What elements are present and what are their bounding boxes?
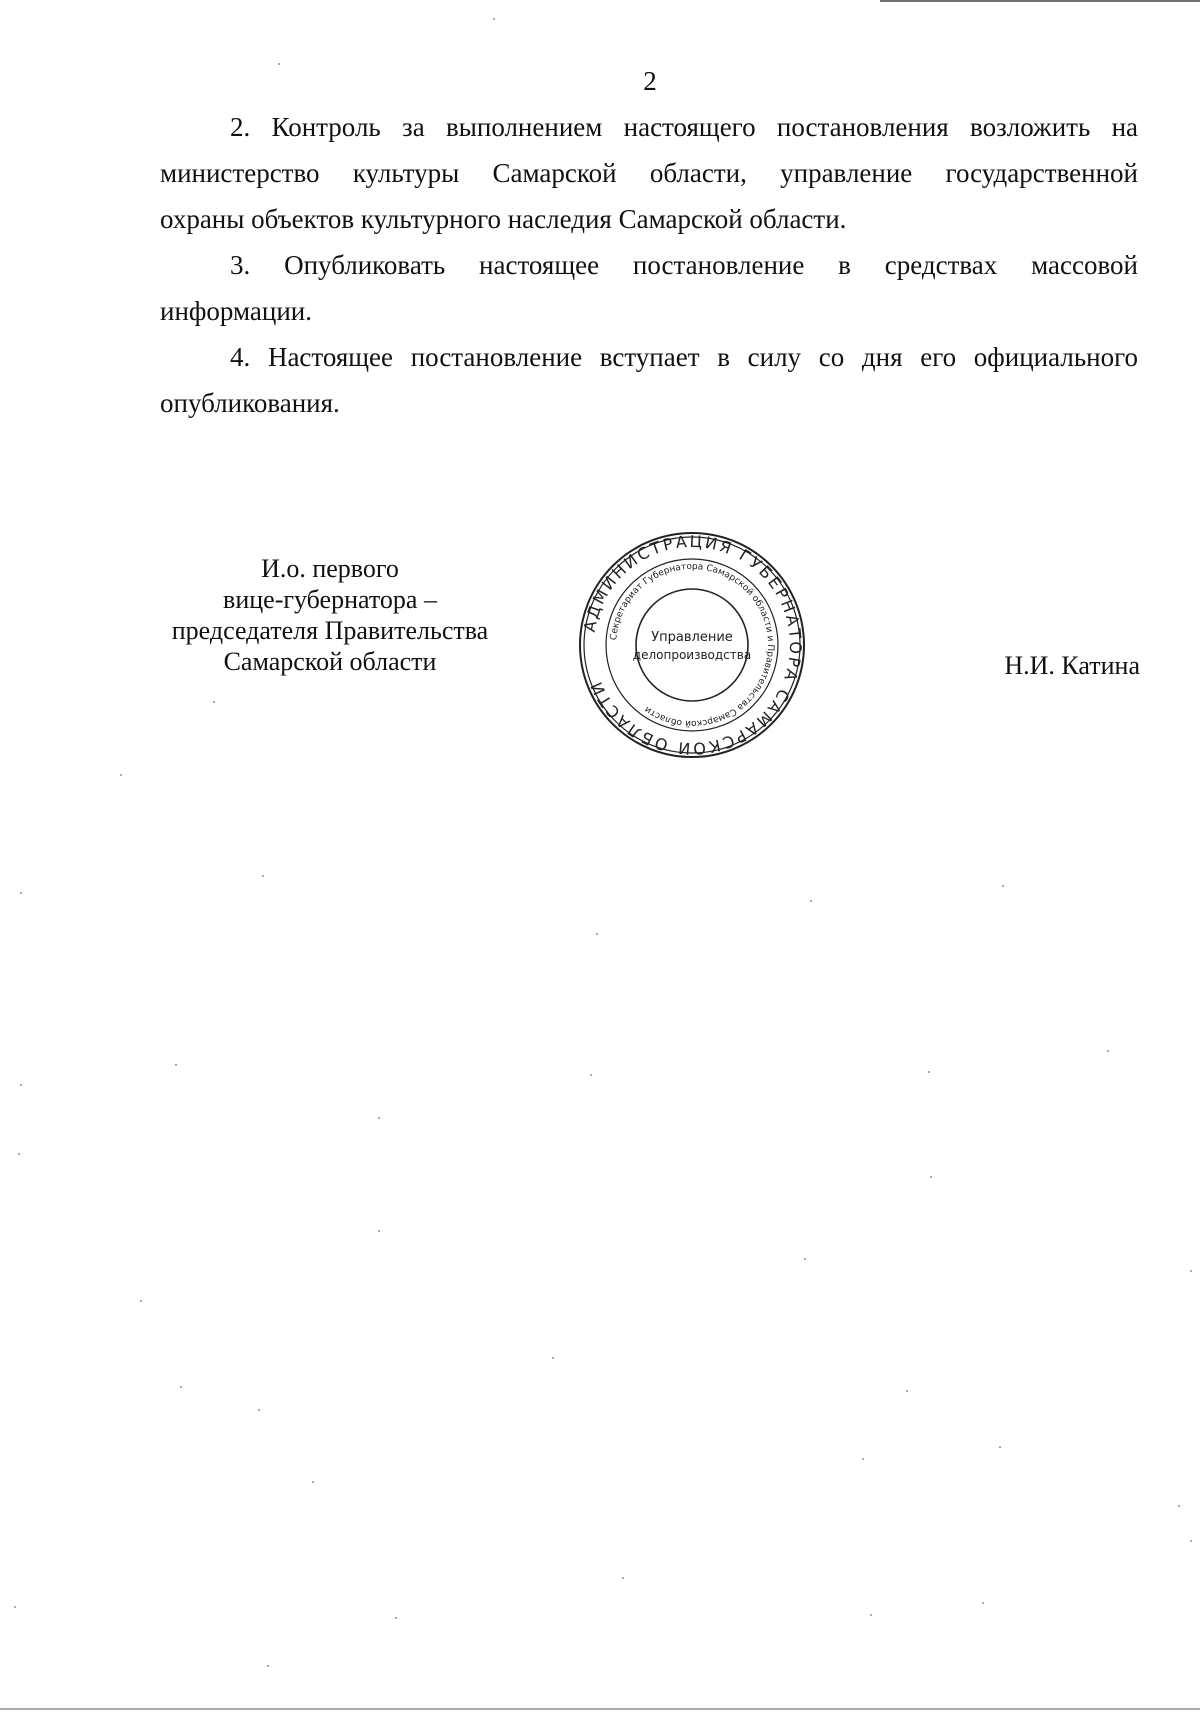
seal-center-line2: делопроизводства (632, 648, 752, 662)
speck (1178, 1505, 1180, 1507)
seal-outer-text: АДМИНИСТРАЦИЯ ГУБЕРНАТОРА САМАРСКОЙ ОБЛАСТИ (579, 531, 806, 759)
paragraph-control (160, 104, 1138, 196)
speck (1002, 885, 1004, 887)
speck (622, 1577, 624, 1579)
speck (20, 892, 22, 894)
speck (18, 1153, 20, 1155)
position-line: вице-губернатора – (223, 585, 437, 614)
seal-middle-text: Секретариат Губернатора Самарской области и Правительства Самарской области (609, 561, 776, 729)
page-number: 2 (643, 66, 657, 96)
scan-edge-top (880, 0, 1200, 2)
speck (378, 1117, 380, 1119)
speck (267, 1665, 269, 1667)
speck (1190, 1540, 1192, 1542)
speck (999, 1446, 1001, 1448)
text-line: 2. Контроль за выполнением настоящего постановления возложить на (230, 112, 1138, 142)
paragraph-publish (160, 242, 1138, 288)
seal-center-line1: Управление (651, 630, 733, 645)
speck (1107, 1050, 1109, 1052)
text-line: 4. Настоящее постановление вступает в силу со дня его официального (230, 342, 1138, 372)
speck (175, 1064, 177, 1066)
speck (590, 1074, 592, 1076)
speck (180, 1386, 182, 1388)
text-line: министерство культуры Самарской области, управление государственной (160, 158, 1138, 188)
speck (14, 1606, 16, 1608)
position-line: председателя Правительства (171, 616, 489, 645)
speck (596, 933, 598, 935)
signatory-name: Н.И. Катина (1004, 651, 1140, 680)
paragraph-control-end: охраны объектов культурного наследия Самарской области. (160, 204, 847, 234)
paragraph-effect (160, 334, 1138, 380)
speck (1190, 1270, 1192, 1272)
paragraph-publish-end: информации. (160, 296, 312, 326)
text-line: 3. Опубликовать настоящее постановление в средствах массовой (230, 250, 1138, 280)
speck (982, 1602, 984, 1604)
speck (862, 1458, 864, 1460)
speck (120, 774, 122, 776)
speck (213, 701, 215, 703)
speck (395, 1617, 397, 1619)
speck (258, 1409, 260, 1411)
signatory-position (150, 553, 510, 677)
official-seal (577, 530, 807, 760)
speck (928, 1071, 930, 1073)
speck (552, 1357, 554, 1359)
speck (804, 1258, 806, 1260)
speck (312, 1481, 314, 1483)
speck (930, 1176, 932, 1178)
position-line: Самарской области (223, 647, 437, 676)
speck (140, 1300, 142, 1302)
speck (870, 1614, 872, 1616)
position-line: И.о. первого (261, 554, 399, 583)
speck (493, 18, 495, 20)
speck (20, 1084, 22, 1086)
speck (278, 63, 280, 65)
speck (906, 1390, 908, 1392)
speck (262, 875, 264, 877)
body-text (160, 104, 1138, 426)
paragraph-effect-end: опубликования. (160, 388, 340, 418)
scan-edge-bottom (0, 1708, 1200, 1710)
speck (378, 1230, 380, 1232)
speck (810, 900, 812, 902)
